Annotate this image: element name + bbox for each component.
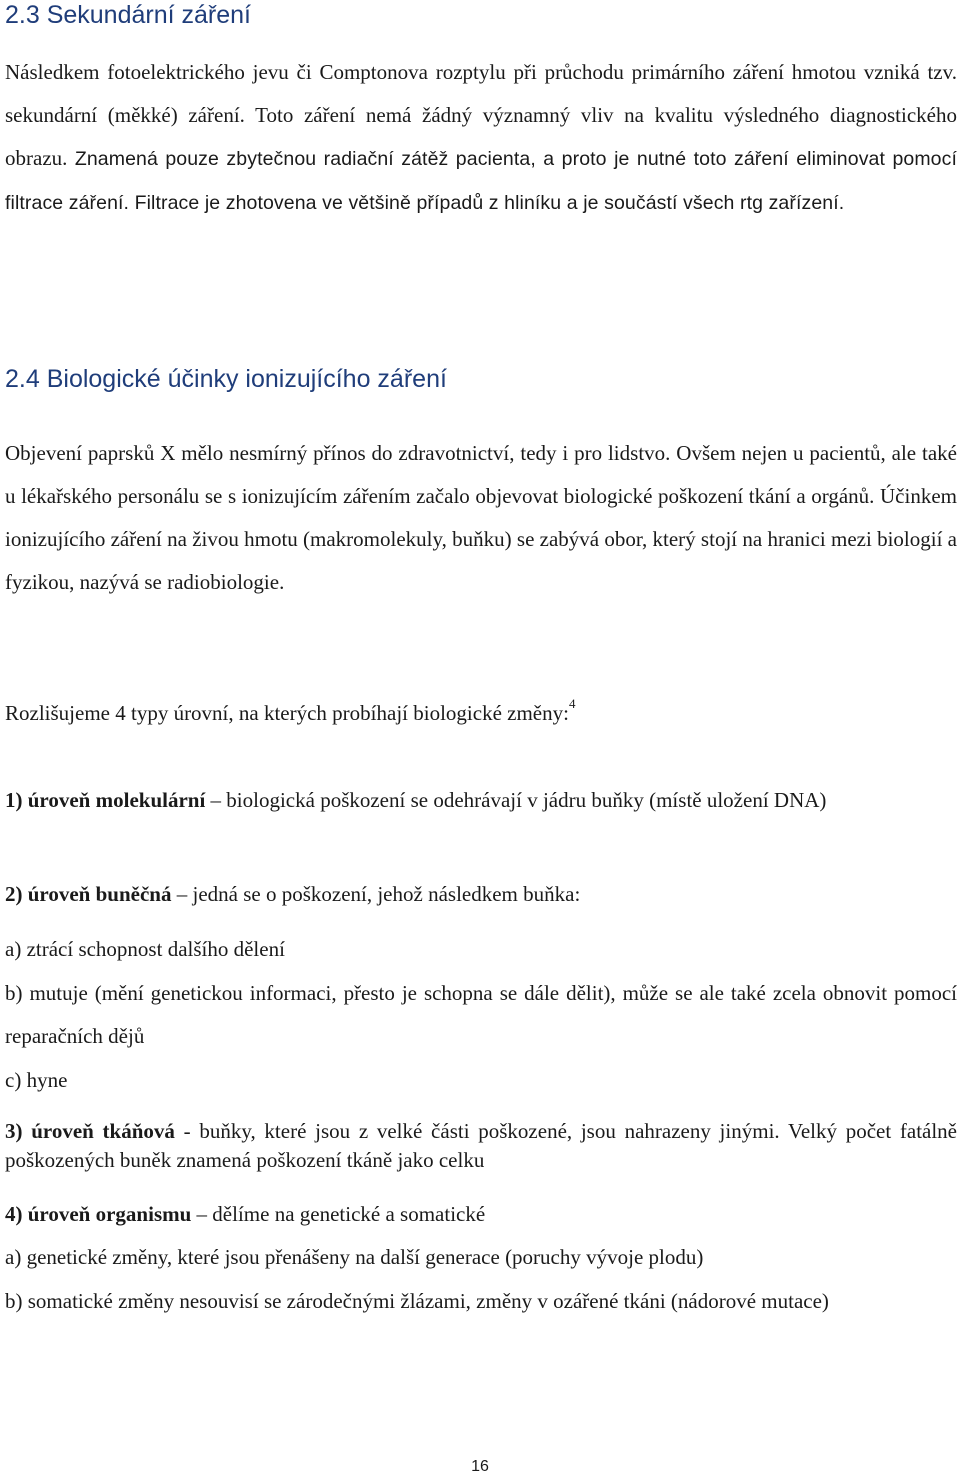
level-2-text: – jedná se o poškození, jehož následkem buňka:	[171, 882, 581, 906]
level-4-sub-b: b) somatické změny nesouvisí se zárodečnými žlázami, změny v ozářené tkáni (nádorové mutace)	[5, 1289, 829, 1313]
paragraph-text-a: Objevení paprsků X mělo nesmírný přínos do zdravotnictví, tedy i pro lidstvo.	[5, 441, 671, 465]
footnote-ref: 4	[568, 696, 576, 711]
level-3-text: - buňky, které jsou z velké části poškozené, jsou nahrazeny jinými. Velký počet fatálně poškozených buněk znamená poškození tkáně jako celku	[5, 1119, 958, 1172]
level-2-sub-c: c) hyne	[5, 1068, 68, 1092]
section-heading-2-3: 2.3 Sekundární záření	[5, 1, 251, 29]
paragraph-text-b: Ovšem nejen u pacientů, ale také u lékařského personálu se s ionizujícím zářením začalo objevovat biologické poškození tkání a orgánů. Účinkem ionizujícího záření na živou hmotu (makromolekuly, buňku) se zabývá obor, který stojí na hranici mezi biologií a fyzikou, nazývá se radiobiologie.	[5, 441, 957, 594]
level-1-item	[5, 779, 957, 822]
level-3-label: 3) úroveň tkáňová	[5, 1119, 175, 1143]
section-number: 2.	[5, 365, 26, 393]
level-2-item	[5, 873, 957, 916]
level-3-item	[5, 1117, 957, 1175]
paragraph-secondary-radiation	[5, 51, 957, 225]
level-4-label: 4) úroveň organismu	[5, 1202, 192, 1226]
paragraph-levels-intro	[5, 692, 957, 735]
level-1-label: 1) úroveň molekulární	[5, 788, 206, 812]
level-1-text: – biologická poškození se odehrávají v jádru buňky (místě uložení DNA)	[205, 788, 827, 812]
level-2-sub-a: a) ztrácí schopnost dalšího dělení	[5, 937, 285, 961]
page-number: 16	[471, 1458, 489, 1475]
paragraph-text-serif: Následkem fotoelektrického jevu či Comptonova rozptylu při průchodu primárního záření hmotou vzniká tzv. sekundární (měkké) záření. Toto záření nemá žádný významný vliv na kvalitu výsledného diagnostického obrazu.	[5, 60, 957, 170]
level-2-sub-b: b) mutuje (mění genetickou informaci, přesto je schopna se dále dělit), může se ale také zcela obnovit pomocí reparačních dějů	[5, 981, 957, 1048]
level-4-sub-a: a) genetické změny, které jsou přenášeny na další generace (poruchy vývoje plodu)	[5, 1245, 704, 1269]
level-4-item	[5, 1193, 957, 1236]
levels-intro-text: Rozlišujeme 4 typy úrovní, na kterých probíhají biologické změny:	[5, 701, 569, 725]
paragraph-text-sans: Znamená pouze zbytečnou radiační zátěž pacienta, a proto je nutné toto záření eliminovat pomocí filtrace záření. Filtrace je zhotovena ve většině případů z hliníku a je součástí všech rtg zařízení.	[5, 148, 957, 214]
section-title: 4 Biologické účinky ionizujícího záření	[25, 365, 447, 393]
paragraph-biological-effects	[5, 432, 957, 604]
section-heading-2-4	[5, 364, 447, 394]
level-4-text: – dělíme na genetické a somatické	[191, 1202, 486, 1226]
level-2-label: 2) úroveň buněčná	[5, 882, 172, 906]
